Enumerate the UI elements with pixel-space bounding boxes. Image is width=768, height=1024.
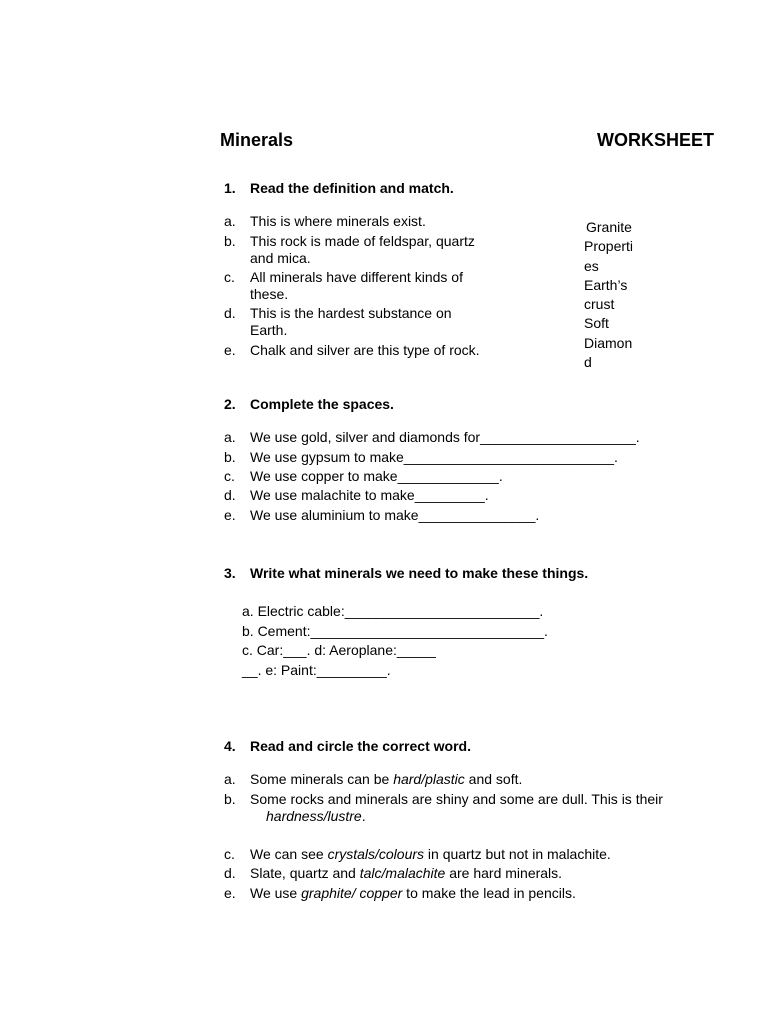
q4-number: 4.: [224, 738, 236, 754]
q2-heading: [224, 396, 394, 412]
q2-number: 2.: [224, 396, 236, 412]
circle-options: hard/plastic: [393, 771, 465, 787]
q1-answer-list: [584, 218, 642, 372]
answer-line: es: [584, 257, 599, 274]
item-letter: a.: [224, 429, 236, 445]
item-text: and mica.: [250, 250, 311, 266]
q4-item-d: [224, 865, 694, 882]
item-text: This is the hardest substance on: [250, 305, 452, 321]
circle-options: graphite/ copper: [301, 885, 403, 901]
q2-item-e: [224, 507, 704, 524]
item-text: Some rocks and minerals are shiny and some are dull. This is their: [250, 791, 663, 807]
item-text: This is where minerals exist.: [250, 213, 426, 229]
q3-heading-text: Write what minerals we need to make these things.: [250, 565, 589, 581]
q3-line-c-cont: __. e: Paint:_________.: [242, 662, 391, 678]
q2-item-c: [224, 468, 704, 485]
q1-item-c: [224, 269, 514, 303]
q1-item-d: [224, 305, 514, 339]
answer-line: Soft: [584, 315, 609, 332]
item-text: in quartz but not in malachite.: [424, 846, 611, 862]
item-text: are hard minerals.: [445, 865, 563, 881]
q4-item-a: [224, 771, 694, 788]
item-letter: b.: [224, 233, 236, 249]
item-letter: c.: [224, 468, 235, 484]
item-text: Earth.: [250, 322, 288, 338]
item-text: This rock is made of feldspar, quartz: [250, 233, 475, 249]
item-letter: d.: [224, 865, 236, 881]
q1-heading-text: Read the definition and match.: [250, 180, 454, 196]
item-text: We use gypsum to make___________________________.: [250, 449, 618, 465]
item-text: these.: [250, 286, 289, 302]
answer-line: crust: [584, 296, 615, 313]
q3-line-c: c. Car:___. d: Aeroplane:_____: [242, 642, 436, 658]
item-letter: b.: [224, 449, 236, 465]
q4-item-c: [224, 846, 694, 863]
circle-options: hardness/lustre: [266, 808, 362, 824]
q2-item-b: [224, 449, 704, 466]
item-text: Slate, quartz and: [250, 865, 360, 881]
item-letter: c.: [224, 269, 235, 285]
q1-heading: [224, 180, 454, 196]
worksheet-title: Minerals: [220, 130, 294, 150]
item-text: .: [361, 808, 366, 824]
q3-heading: [224, 565, 588, 581]
q3-line-a: a. Electric cable:_________________________.: [242, 603, 544, 619]
answer-line: d: [584, 354, 592, 371]
item-text: We use: [250, 885, 302, 901]
q3-number: 3.: [224, 565, 236, 581]
item-text: We can see: [250, 846, 328, 862]
item-text: We use gold, silver and diamonds for____________________.: [250, 429, 640, 445]
q1-item-a: [224, 213, 514, 230]
item-letter: b.: [224, 791, 236, 807]
item-text: and soft.: [464, 771, 523, 787]
q2-item-d: [224, 487, 704, 504]
q2-heading-text: Complete the spaces.: [250, 396, 394, 412]
answer-line: Properti: [584, 238, 634, 255]
answer-line: Granite: [586, 219, 632, 235]
item-letter: c.: [224, 846, 235, 862]
item-letter: d.: [224, 305, 236, 321]
item-letter: e.: [224, 342, 236, 358]
item-text: All minerals have different kinds of: [250, 269, 463, 285]
q1-item-b: [224, 233, 514, 267]
item-text: We use copper to make_____________.: [250, 468, 503, 484]
q4-item-e: [224, 885, 694, 902]
worksheet-label: WORKSHEET: [597, 130, 714, 150]
item-text: Chalk and silver are this type of rock.: [250, 342, 480, 358]
item-letter: a.: [224, 771, 236, 787]
q4-heading: [224, 738, 471, 754]
answer-line: Diamon: [584, 334, 633, 351]
circle-options: talc/malachite: [359, 865, 446, 881]
circle-options: crystals/colours: [327, 846, 425, 862]
q2-item-a: [224, 429, 704, 446]
item-text: We use aluminium to make_______________.: [250, 507, 540, 523]
item-letter: d.: [224, 487, 236, 503]
item-text: to make the lead in pencils.: [402, 885, 576, 901]
item-text: We use malachite to make_________.: [250, 487, 489, 503]
q4-heading-text: Read and circle the correct word.: [250, 738, 471, 754]
item-letter: a.: [224, 213, 236, 229]
answer-line: Earth’s: [584, 276, 628, 293]
item-text: Some minerals can be: [250, 771, 394, 787]
q3-line-b: b. Cement:______________________________.: [242, 623, 548, 639]
q1-item-e: [224, 342, 524, 359]
q1-number: 1.: [224, 180, 236, 196]
q4-item-b: [224, 791, 694, 825]
item-letter: e.: [224, 885, 236, 901]
item-letter: e.: [224, 507, 236, 523]
